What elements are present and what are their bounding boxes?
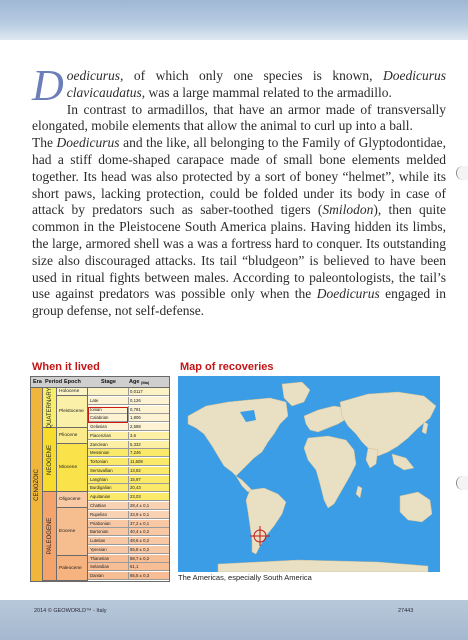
period-neogene: NEOGENE — [43, 428, 57, 492]
stage-row — [88, 432, 169, 440]
stage-row — [88, 484, 169, 492]
stage-divider — [128, 520, 129, 528]
stage-row — [88, 563, 169, 571]
stage-divider — [128, 432, 129, 440]
stage-divider — [128, 537, 129, 545]
stage-age: 23,03 — [130, 494, 141, 500]
punch-hole-top — [456, 166, 468, 180]
stage-age: 40,4 ± 0,2 — [130, 529, 150, 535]
stage-row — [88, 502, 169, 510]
stage-divider — [128, 563, 129, 571]
stage-age: 2,588 — [130, 424, 141, 430]
landmass-india — [366, 448, 378, 468]
when-it-lived-title: When it lived — [32, 361, 100, 373]
footer-copyright: 2014 © GEOWORLD™ - Italy — [34, 608, 107, 614]
stage-age: 3,6 — [130, 432, 136, 438]
stage-name: Bartonian — [90, 529, 109, 535]
stage-row — [88, 423, 169, 431]
stage-divider — [128, 414, 129, 422]
period-paleogene: PALEOGENE — [43, 492, 57, 581]
stage-divider — [128, 511, 129, 519]
stage-row — [88, 493, 169, 501]
map-caption: The Americas, especially South America — [178, 573, 312, 582]
landmass-antarctica — [218, 560, 428, 572]
stage-row — [88, 441, 169, 449]
stage-divider — [128, 458, 129, 466]
stage-name: Thanetian — [90, 555, 110, 561]
stage-divider — [128, 476, 129, 484]
stage-name: Chattian — [90, 503, 107, 508]
stage-row — [88, 537, 169, 545]
stage-age: 28,4 ± 0,1 — [130, 503, 150, 508]
stage-name: Calabrian — [90, 415, 109, 421]
stage-age: 0,781 — [130, 406, 141, 412]
top-banner — [0, 0, 468, 40]
stage-row — [88, 476, 169, 484]
epoch-pleistocene: Pleistocene — [57, 396, 88, 428]
epoch-eocene: Eocene — [57, 508, 88, 556]
stage-divider — [128, 441, 129, 449]
stage-age: 0,0117 — [130, 389, 143, 394]
stage-age: 55,8 ± 0,2 — [130, 546, 150, 552]
stage-name: Priabonian — [90, 520, 111, 526]
stage-divider — [128, 493, 129, 501]
stage-divider — [128, 555, 129, 563]
stage-divider — [128, 502, 129, 510]
stage-name: Ypresian — [90, 546, 107, 552]
stage-divider — [128, 423, 129, 431]
stage-row — [88, 572, 169, 580]
article-paragraph-3: The Doedicurus and the like, all belonging to the Family of Glyptodontidae, had a stiff dome-shaped carapace made of small bone elements melded together. Its head was also protected by a sort of boney “helmet”, while its short paws, lacking protection, could be folded under its body in case of attack by predators such as saber-toothed tigers (Smilodon), then quite common in the Pleistocene South America plains. Having hidden its limbs, the large, armored shell was a was a fortress hard to conquer. Its outstanding size also discouraged attacks. Its tail “bludgeon” is believed to have been used in ritual fights between males. According to paleontologists, the tail’s use against predators was possible only when the Doedicurus engaged in group defense, not self-defense. — [32, 135, 447, 319]
stage-divider — [128, 484, 129, 492]
landmass-south-america — [246, 488, 286, 554]
period-quaternary: QUATERNARY — [43, 388, 57, 428]
stage-name: Langhian — [90, 476, 108, 482]
stage-divider — [128, 388, 129, 396]
stage-divider — [128, 572, 129, 580]
stage-divider — [128, 449, 129, 457]
footer-code: 27443 — [398, 608, 414, 614]
map-title: Map of recoveries — [180, 361, 274, 373]
stage-row — [88, 511, 169, 519]
stage-name: Rupelian — [90, 511, 107, 517]
era-cenozoic: CENOZOIC — [31, 388, 43, 581]
stage-age: 65,5 ± 0,3 — [130, 573, 150, 579]
stage-age: 61,1 — [130, 564, 139, 570]
drop-cap: D — [32, 61, 64, 110]
stage-name: Ionian — [90, 406, 102, 412]
header-era: Era — [33, 379, 42, 385]
landmass-madagascar — [356, 486, 362, 498]
stage-name: Late — [90, 397, 99, 403]
epoch-oligocene: Oligocene — [57, 492, 88, 508]
stage-age: 5,332 — [130, 441, 141, 447]
stage-age: 15,97 — [130, 476, 141, 482]
stage-age: 1,806 — [130, 415, 141, 421]
landmass-central-america — [236, 476, 252, 492]
epoch-holocene: Holocene — [57, 388, 88, 396]
table-header — [31, 377, 169, 388]
stage-name: Zanclean — [90, 441, 108, 447]
landmass-australia — [400, 492, 432, 522]
stage-row — [88, 449, 169, 457]
punch-hole-bottom — [456, 476, 468, 490]
stage-divider — [128, 546, 129, 554]
stage-row — [88, 520, 169, 528]
stage-age: 7,246 — [130, 450, 141, 456]
stage-row — [88, 555, 169, 563]
stage-divider — [128, 397, 129, 405]
landmass-asia — [340, 392, 436, 456]
stage-row — [88, 388, 169, 396]
stage-row — [88, 546, 169, 554]
stage-age: 0,126 — [130, 397, 141, 403]
stage-name: Messinian — [90, 450, 110, 456]
stage-divider — [128, 467, 129, 475]
epoch-miocene: Miocene — [57, 444, 88, 492]
stage-name: Aquitanian — [90, 494, 111, 500]
stage-divider — [128, 406, 129, 414]
header-age: Age — [129, 379, 140, 385]
header-age-unit: (Ma) — [141, 380, 150, 385]
stage-age: 13,82 — [130, 467, 141, 473]
landmass-north-america — [188, 398, 288, 476]
world-map-svg — [178, 376, 440, 572]
bottom-banner — [0, 600, 468, 640]
stage-divider — [128, 528, 129, 536]
stage-name: Lutetian — [90, 538, 106, 544]
stage-row — [88, 458, 169, 466]
header-epoch: Epoch — [64, 379, 81, 385]
stage-age: 33,9 ± 0,1 — [130, 511, 150, 517]
stage-age: 20,43 — [130, 485, 141, 491]
stage-age: 37,2 ± 0,1 — [130, 520, 150, 526]
landmass-southeast-asia — [392, 454, 414, 470]
stage-age: 48,6 ± 0,2 — [130, 538, 150, 544]
stage-name: Burdigalian — [90, 485, 112, 491]
article-paragraph-1: Doedicurus, of which only one species is known, Doedicurus clavicaudatus, was a large mammal related to the armadillo. — [32, 61, 446, 110]
stage-name: Piacenzian — [90, 432, 112, 438]
stage-name: Selandian — [90, 564, 110, 570]
stage-name: Gelasian — [90, 424, 107, 430]
geologic-time-table — [30, 376, 170, 582]
article-text — [32, 61, 447, 320]
header-stage: Stage — [101, 379, 116, 385]
header-period: Period — [45, 379, 63, 385]
stage-name: Tortonian — [90, 459, 108, 465]
stage-age: 58,7 ± 0,2 — [130, 555, 150, 561]
stage-name: Danian — [90, 573, 104, 579]
highlight-box — [88, 407, 128, 423]
stage-row — [88, 528, 169, 536]
epoch-paleocene: Paleocene — [57, 556, 88, 581]
landmass-africa — [304, 436, 356, 508]
article-paragraph-2: In contrast to armadillos, that have an armor made of transversally elongated, mobile elements that allow the animal to curl up into a ball. — [32, 101, 446, 134]
stage-age: 11,608 — [130, 459, 143, 465]
world-map — [178, 376, 440, 572]
stage-row — [88, 397, 169, 405]
stage-name: Serravallian — [90, 467, 113, 473]
epoch-pliocene: Pliocene — [57, 428, 88, 444]
stage-row — [88, 467, 169, 475]
